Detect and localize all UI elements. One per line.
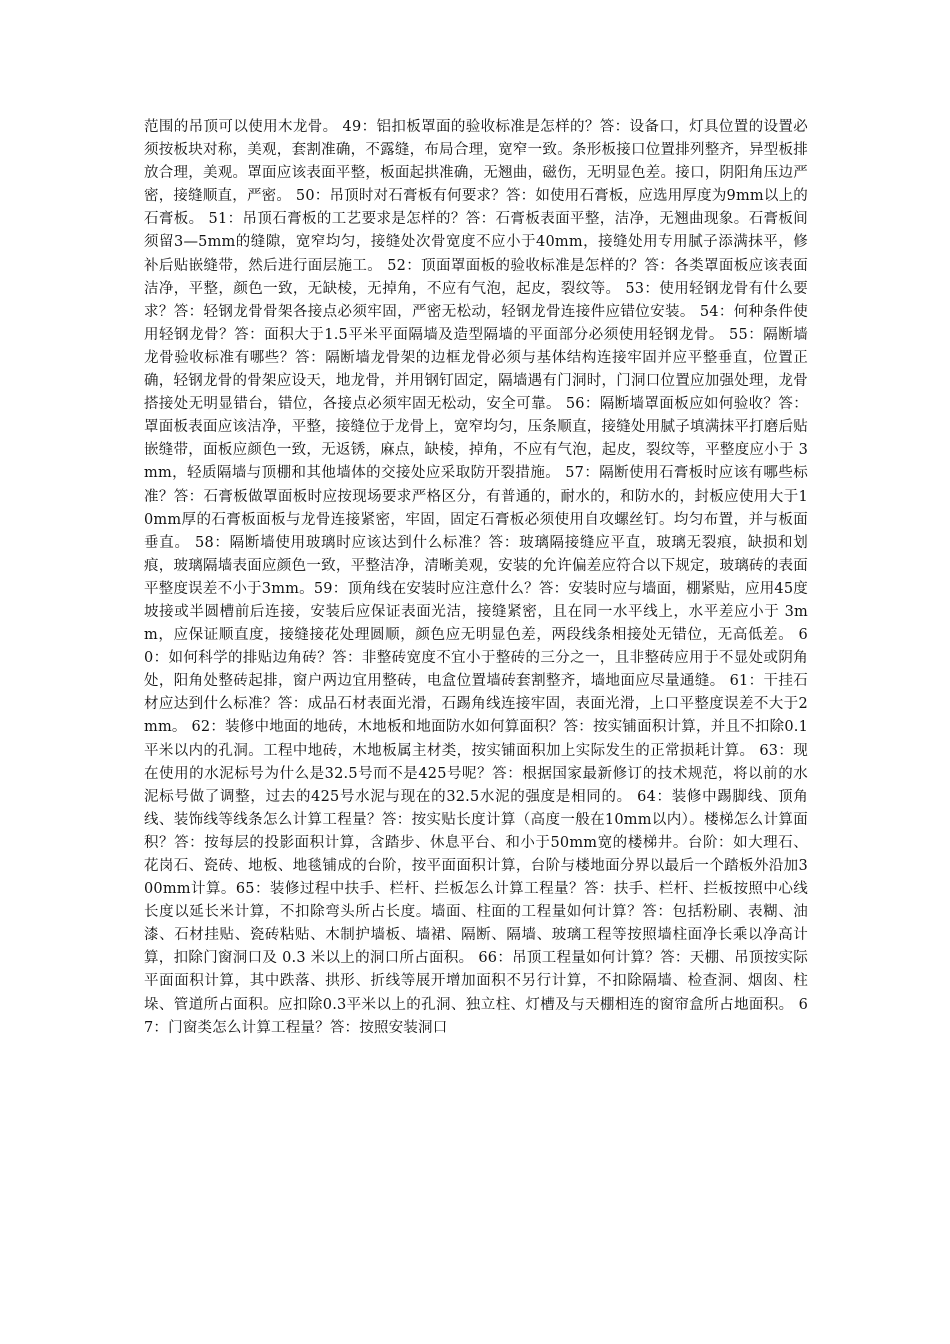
document-page — [144, 116, 808, 1040]
body-paragraph: 范围的吊顶可以使用木龙骨。 49：铝扣板罩面的验收标准是怎样的？答：设备口，灯具位置的设置必须按板块对称，美观，套割准确，不露缝，布局合理，宽窄一致。条形板接口位置排列整齐，异型板排放合理，美观。罩面应该表面平整，板面起拱准确，无翘曲，磁伤，无明显色差。接口，阴阳角压边严密，接缝顺直，严密。 50：吊顶时对石膏板有何要求？答：如使用石膏板，应选用厚度为9mm以上的石膏板。 51：吊顶石膏板的工艺要求是怎样的？答：石膏板表面平整，洁净，无翘曲现象。石膏板间须留3—5mm的缝隙，宽窄均匀，接缝处次骨宽度不应小于40mm，接缝处用专用腻子添满抹平，修补后贴嵌缝带，然后进行面层施工。 52：顶面罩面板的验收标准是怎样的？答：各类罩面板应该表面洁净，平整，颜色一致，无缺棱，无掉角，不应有气泡，起皮，裂纹等。 53：使用轻钢龙骨有什么要求？答：轻钢龙骨骨架各接点必须牢固，严密无松动，轻钢龙骨连接件应错位安装。 54：何种条件使用轻钢龙骨？答：面积大于1.5平米平面隔墙及造型隔墙的平面部分必须使用轻钢龙骨。 55：隔断墙龙骨验收标准有哪些？答：隔断墙龙骨架的边框龙骨必须与基体结构连接牢固并应平整垂直，位置正确，轻钢龙骨的骨架应设天，地龙骨，并用钢钉固定，隔墙遇有门洞时，门洞口位置应加强处理，龙骨搭接处无明显错台，错位，各接点必须牢固无松动，安全可靠。 56：隔断墙罩面板应如何验收？答：罩面板表面应该洁净，平整，接缝位于龙骨上，宽窄均匀，压条顺直，接缝处用腻子填满抹平打磨后贴嵌缝带，面板应颜色一致，无返锈，麻点，缺棱，掉角，不应有气泡，起皮，裂纹等，平整度应小于 3mm，轻质隔墙与顶棚和其他墙体的交接处应采取防开裂措施。 57：隔断使用石膏板时应该有哪些标准？答：石膏板做罩面板时应按现场要求严格区分，有普通的，耐水的，和防水的，封板应使用大于10mm厚的石膏板面板与龙骨连接紧密，牢固，固定石膏板必须使用自攻螺丝钉。均匀布置，并与板面垂直。 58：隔断墙使用玻璃时应该达到什么标准？答：玻璃隔接缝应平直，玻璃无裂痕，缺损和划痕，玻璃隔墙表面应颜色一致，平整洁净，清晰美观，安装的允许偏差应符合以下规定，玻璃砖的表面平整度误差不小于3mm。59：顶角线在安装时应注意什么？答：安装时应与墙面，棚紧贴，应用45度坡接或半圆槽前后连接，安装后应保证表面光洁，接缝紧密，且在同一水平线上，水平差应小于 3mm，应保证顺直度，接缝接花处理圆顺，颜色应无明显色差，两段线条相接处无错位，无高低差。 60：如何科学的排贴边角砖？答：非整砖宽度不宜小于整砖的三分之一，且非整砖应用于不显处或阴角处，阳角处整砖起排，窗户两边宜用整砖，电盒位置墙砖套割整齐，墙地面应尽量通缝。 61：干挂石材应达到什么标准？答：成品石材表面光滑，石踢角线连接牢固，表面光滑，上口平整度误差不大于2mm。 62：装修中地面的地砖，木地板和地面防水如何算面积？答：按实铺面积计算，并且不扣除0.1平米以内的孔洞。工程中地砖，木地板属主材类，按实铺面积加上实际发生的正常损耗计算。 63：现在使用的水泥标号为什么是32.5号而不是425号呢？答：根据国家最新修订的技术规范，将以前的水泥标号做了调整，过去的425号水泥与现在的32.5水泥的强度是相同的。 64：装修中踢脚线、顶角线、装饰线等线条怎么计算工程量？答：按实贴长度计算（高度一般在10mm以内）。楼梯怎么计算面积？答：按每层的投影面积计算，含踏步、休息平台、和小于50mm宽的楼梯井。台阶：如大理石、花岗石、瓷砖、地板、地毯铺成的台阶，按平面面积计算，台阶与楼地面分界以最后一个踏板外沿加300mm计算。65：装修过程中扶手、栏杆、拦板怎么计算工程量？答：扶手、栏杆、拦板按照中心线长度以延长米计算，不扣除弯头所占长度。墙面、柱面的工程量如何计算？答：包括粉刷、表糊、油漆、石材挂贴、瓷砖粘贴、木制护墙板、墙裙、隔断、隔墙、玻璃工程等按照墙柱面净长乘以净高计算，扣除门窗洞口及 0.3 米以上的洞口所占面积。 66：吊顶工程量如何计算？答：天棚、吊顶按实际平面面积计算，其中跌落、拱形、折线等展开增加面积不另行计算，不扣除隔墙、检查洞、烟囱、柱垛、管道所占面积。应扣除0.3平米以上的孔洞、独立柱、灯槽及与天棚相连的窗帘盒所占地面积。 67：门窗类怎么计算工程量？答：按照安装洞口 — [144, 119, 808, 1036]
